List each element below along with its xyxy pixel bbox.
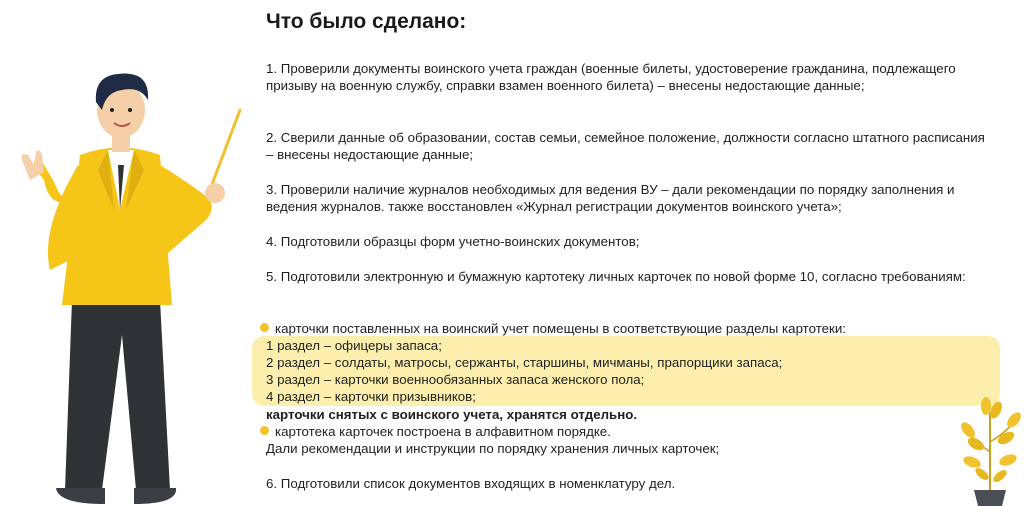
bullet-icon [260, 426, 269, 435]
bullet-text: картотека карточек построена в алфавитном порядке. [275, 424, 611, 439]
item-3: 3. Проверили наличие журналов необходимых для ведения ВУ – дали рекомендации по порядку заполнения и ведения журналов. также восстановлен «Журнал регистрации документов воинского учета»; [266, 182, 955, 214]
item-4: 4. Подготовили образцы форм учетно-воинских документов; [266, 234, 640, 249]
teacher-illustration [10, 60, 250, 506]
item-2: 2. Сверили данные об образовании, состав семьи, семейное положение, должности согласно штатного расписания – внесены недостающие данные; [266, 130, 985, 162]
bullet-item-1 [260, 320, 980, 337]
bold-note: карточки снятых с воинского учета, хранятся отдельно. [266, 407, 638, 422]
item-5: 5. Подготовили электронную и бумажную картотеку личных карточек по новой форме 10, согласно требованиям: [266, 269, 966, 284]
section-3: 3 раздел – карточки военнообязанных запаса женского пола; [266, 372, 645, 387]
section-2: 2 раздел – солдаты, матросы, сержанты, старшины, мичманы, прапорщики запаса; [266, 355, 783, 370]
bullet-item-2 [260, 423, 980, 440]
item-6: 6. Подготовили список документов входящих в номенклатуру дел. [266, 476, 676, 491]
item-1: 1. Проверили документы воинского учета граждан (военные билеты, удостоверение гражданина, подлежащего призыву на военную службу, справки взамен военного билета) – внесены недостающие данные; [266, 61, 956, 93]
page-title: Что было сделано: [266, 10, 467, 33]
bullet-text: карточки поставленных на воинский учет помещены в соответствующие разделы картотеки: [275, 321, 846, 336]
bullet-icon [260, 323, 269, 332]
section-1: 1 раздел – офицеры запаса; [266, 338, 442, 353]
section-4: 4 раздел – карточки призывников; [266, 389, 476, 404]
recommend-line: Дали рекомендации и инструкции по порядку хранения личных карточек; [266, 441, 720, 456]
plant-illustration [956, 392, 1024, 506]
